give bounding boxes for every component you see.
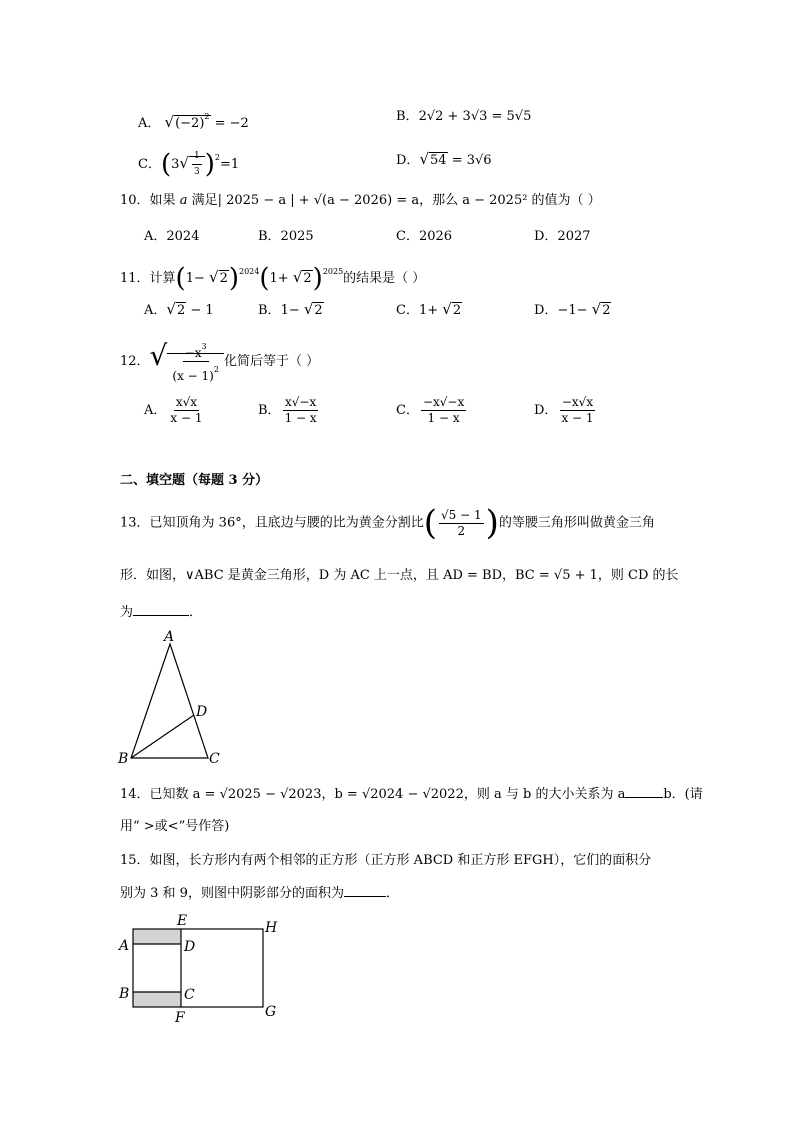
q11-option-b: B．1− √2	[258, 300, 323, 318]
sqrt-expression: $√(-2)^2$	[164, 112, 210, 131]
rectangle-squares-figure	[115, 910, 285, 1025]
q15-line1: 15．如图，长方形内有两个相邻的正方形（正方形 ABCD 和正方形 EFGH），它们的面积分	[120, 853, 652, 868]
label-f: F	[175, 1010, 185, 1025]
q9-option-d: D．√54 = 3√6	[396, 150, 492, 168]
answer-blank[interactable]	[344, 884, 386, 897]
q12-option-b: B． $\frac{x√-x}{1 - x}$	[258, 395, 317, 425]
triangle-abc	[131, 644, 208, 758]
q12-option-a: A． $\frac{x√x}{x - 1}$	[144, 395, 203, 425]
q9-option-a: A． $√(-2)^2 = -2$	[138, 108, 249, 133]
golden-triangle-figure	[112, 630, 232, 765]
label-c: C	[209, 751, 220, 765]
label-e: E	[177, 913, 188, 929]
q11-option-c: C．1+ √2	[396, 300, 462, 318]
q10-option-b: B．2025	[258, 229, 314, 244]
q12-option-d: D． $\frac{-x√x}{x - 1}$	[534, 395, 594, 425]
q9-option-c: C．(3√ $\frac{1}{3}$ )$^2$=1	[138, 149, 240, 180]
q13-line3: 为 ．	[120, 605, 203, 620]
label-b: B	[119, 986, 130, 1002]
q11-option-d: D．−1− √2	[534, 300, 611, 318]
q14-line1: 14．已知数 a = √2025 − √2023，b = √2024 − √2022，则 a 与 b 的大小关系为 a b．(请	[120, 787, 703, 802]
q15-line2: 别为 3 和 9，则图中阴影部分的面积为 ．	[120, 886, 399, 901]
q10-stem: 10．如果 a 满足| 2025 − a | + √(a − 2026) = a，那么 a − 2025² 的值为（ ）	[120, 193, 601, 208]
label-a: A	[164, 630, 175, 645]
label-a: A	[119, 938, 130, 954]
q13-line1: 13．已知顶角为 36°，且底边与腰的比为黄金分割比( $\frac{√5 - 1}{2}$ )的等腰三角形叫做黄金三角	[120, 503, 655, 543]
answer-blank[interactable]	[133, 603, 189, 616]
shaded-region-bottom	[133, 992, 181, 1007]
q10-option-a: A．2024	[144, 229, 200, 244]
label-g: G	[265, 1004, 277, 1020]
q10-option-c: C．2026	[396, 229, 453, 244]
segment-bd	[131, 715, 194, 758]
q14-line2: 用“ >或<”号作答)	[120, 819, 230, 834]
q13-line2: 形．如图，∨ABC 是黄金三角形，D 为 AC 上一点，且 AD = BD，BC = √5 + 1，则 CD 的长	[120, 568, 679, 583]
q9-option-b: B．2√2 + 3√3 = 5√5	[396, 109, 532, 124]
shaded-region-top	[133, 929, 181, 944]
label-h: H	[265, 920, 278, 936]
label-d: D	[184, 939, 196, 955]
label-c: C	[184, 987, 195, 1003]
q12-option-c: C． $\frac{-x√-x}{1 - x}$	[396, 395, 465, 425]
answer-blank[interactable]	[625, 785, 663, 798]
section-title: 二、填空题（每题 3 分）	[120, 473, 269, 488]
q11-option-a: A．√2 − 1	[144, 300, 214, 318]
label-b: B	[118, 751, 129, 765]
q11-stem: 11．计算$(1- √2)^{2024}(1+ √2)^{2025}$的结果是（ ）	[120, 263, 426, 294]
q12-stem: 12．√ $\frac{-x^3}{(x - 1)^2}$ 化简后等于（ ）	[120, 339, 320, 383]
q10-option-d: D．2027	[534, 229, 591, 244]
label-d: D	[196, 704, 208, 720]
